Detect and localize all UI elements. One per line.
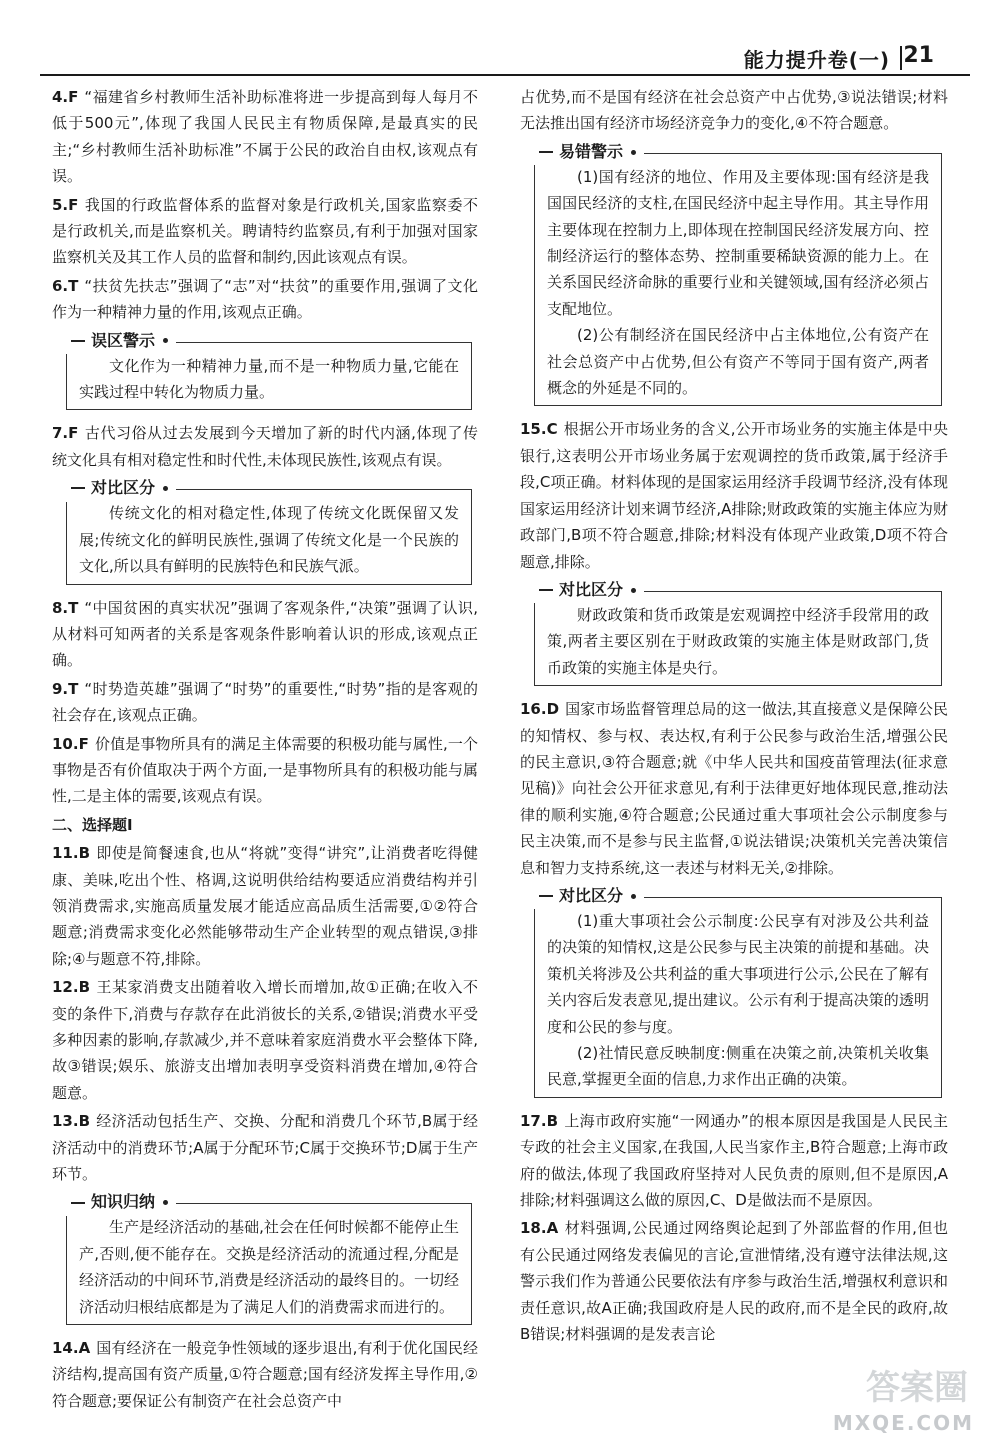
tip-box [66,330,472,411]
tip-box-tag: 误区警示 [63,328,176,354]
tip-box-text: (2)社情民意反映制度:侧重在决策之前,决策机关收集民意,掌握更全面的信息,力求作出正确的决策。 [547,1044,929,1089]
answer-item: 5.F 我国的行政监督体系的监督对象是行政机关,国家监察委不是行政机关,而是监察机关。聘请特约监察员,有利于加强对国家监察机关及其工作人员的监督和制约,因此该观点有误。 [52,195,478,267]
answer-item: 10.F 价值是事物所具有的满足主体需要的积极功能与属性,一个事物是否有价值取决于两个方面,一是事物所具有的积极功能与属性,二是主体的需要,该观点有误。 [52,734,478,806]
answer-item: 16.D 国家市场监督管理总局的这一做法,其直接意义是保障公民的知情权、参与权、表达权,有利于公民参与政治生活,增强公民的民主意识,③符合题意;就《中华人民共和国疫苗管理法(征求意见稿)》向社会公开征求意见,有利于法律更好地体现民意,推动法律的顺利实施,④符合题意;公民通过重大事项社会公示制度参与民主决策,而不是参与民主监督,①说法错误;决策机关完善决策信息和智力支持系统,这一表述与材料无关,②排除。 [520,700,948,877]
tip-box-text: 财政政策和货币政策是宏观调控中经济手段常用的政策,两者主要区别在于财政政策的实施主体是财政部门,货币政策的实施主体是央行。 [547,605,929,677]
header-rule [40,74,970,76]
page-header [0,40,1000,80]
page-number: 21 [903,43,934,68]
tip-box-text: (1)重大事项社会公示制度:公民享有对涉及公共利益的决策的知情权,这是公民参与民主决策的前提和基础。决策机关将涉及公共利益的重大事项进行公示,公民在了解有关内容后发表意见,提出建议。公示有利于提高决策的透明度和公民的参与度。 [547,911,929,1036]
tip-box [66,1192,472,1325]
tip-box-text: (2)公有制经济在国民经济中占主体地位,公有资产在社会总资产中占优势,但公有资产不等同于国有资产,两者概念的外延是不同的。 [547,326,929,398]
tip-box [534,885,942,1098]
tip-box-text: 传统文化的相对稳定性,体现了传统文化既保留又发展;传统文化的鲜明民族性,强调了传统文化是一个民族的文化,所以具有鲜明的民族特色和民族气派。 [79,504,459,576]
header-title: 能力提升卷(一) [743,48,890,72]
tip-box-text: (1)国有经济的地位、作用及主要体现:国有经济是我国国民经济的支柱,在国民经济中起主导作用。其主导作用主要体现在控制力上,即体现在控制国民经济发展方向、控制经济运行的整体态势、控制重要稀缺资源的能力上。在关系国民经济命脉的重要行业和关键领域,国有经济必须占支配地位。 [547,167,929,318]
tip-box-tag: 对比区分 [531,577,644,603]
tip-box-text: 文化作为一种精神力量,而不是一种物质力量,它能在实践过程中转化为物质力量。 [79,356,459,402]
tip-box-tag: 对比区分 [63,475,176,501]
tip-box-text: 生产是经济活动的基础,社会在任何时候都不能停止生产,否则,便不能存在。交换是经济活动的流通过程,分配是经济活动的中间环节,消费是经济活动的最终目的。一切经济活动归根结底都是为了满足人们的消费需求而进行的。 [79,1218,459,1316]
section-heading: 二、选择题Ⅰ [52,815,133,834]
right-column [520,84,948,1349]
watermark [790,1361,980,1439]
answer-item: 15.C 根据公开市场业务的含义,公开市场业务的实施主体是中央银行,这表明公开市场业务属于宏观调控的货币政策,属于经济手段,C项正确。材料体现的是国家运用经济手段调节经济,没有体现国家运用经济计划来调节经济,A排除;财政政策的实施主体应为财政部门,B项不符合题意,排除;材料没有体现产业政策,D项不符合题意,排除。 [520,420,948,571]
watermark-logo: 答案圈 [866,1368,968,1408]
left-column [52,84,478,1416]
answer-item: 6.T “扶贫先扶志”强调了“志”对“扶贫”的重要作用,强调了文化作为一种精神力量的作用,该观点正确。 [52,276,478,322]
header-separator [900,46,902,70]
tip-box [534,579,942,686]
answer-item: 7.F 古代习俗从过去发展到今天增加了新的时代内涵,体现了传统文化具有相对稳定性和时代性,未体现民族性,该观点有误。 [52,424,478,469]
answer-item: 12.B 王某家消费支出随着收入增长而增加,故①正确;在收入不变的条件下,消费与存款存在此消彼长的关系,②错误;消费水平受多种因素的影响,存款减少,并不意味着家庭消费水平会整体下降,故③错误;娱乐、旅游支出增加表明享受资料消费在增加,④符合题意。 [52,978,478,1102]
tip-box [66,478,472,584]
answer-item: 4.F “福建省乡村教师生活补助标准将进一步提高到每人每月不低于500元”,体现了我国人民民主有物质保障,是最真实的民主;“乡村教师生活补助标准”不属于公民的政治自由权,该观点有误。 [52,88,478,186]
answer-item: 18.A 材料强调,公民通过网络舆论起到了外部监督的作用,但也有公民通过网络发表偏见的言论,宣泄情绪,没有遵守法律法规,这警示我们作为普通公民要依法有序参与政治生活,增强权利意识和责任意识,故A正确;我国政府是人民的政府,而不是全民的政府,故B错误;材料强调的是发表言论 [520,1219,948,1344]
answer-item: 9.T “时势造英雄”强调了“时势”的重要性,“时势”指的是客观的社会存在,该观点正确。 [52,679,478,725]
tip-box-tag: 对比区分 [531,883,644,909]
answer-item: 8.T “中国贫困的真实状况”强调了客观条件,“决策”强调了认识,从材料可知两者的关系是客观条件影响着认识的形成,该观点正确。 [52,598,478,670]
answer-item: 17.B 上海市政府实施“一网通办”的根本原因是我国是人民民主专政的社会主义国家,在我国,人民当家作主,B符合题意;上海市政府的做法,体现了我国政府坚持对人民负责的原则,但不是原因,A排除;材料强调这么做的原因,C、D是做法而不是原因。 [520,1111,948,1210]
answer-item: 13.B 经济活动包括生产、交换、分配和消费几个环节,B属于经济活动中的消费环节;A属于分配环节;C属于交换环节;D属于生产环节。 [52,1112,478,1184]
answer-continuation: 占优势,而不是国有经济在社会总资产中占优势,③说法错误;材料无法推出国有经济市场经济竞争力的变化,④不符合题意。 [520,88,948,133]
tip-box-tag: 易错警示 [531,139,644,165]
tip-box-tag: 知识归纳 [63,1189,176,1215]
tip-box [534,141,942,407]
answer-item: 11.B 即使是简餐速食,也从“将就”变得“讲究”,让消费者吃得健康、美味,吃出个性、格调,这说明供给结构要适应消费结构并引领消费需求,实施高质量发展才能适应高品质生活需要,①②符合题意;消费需求变化必然能够带动生产企业转型的观点错误,③排除;④与题意不符,排除。 [52,844,478,968]
answer-item: 14.A 国有经济在一般竞争性领域的逐步退出,有利于优化国民经济结构,提高国有资产质量,①符合题意;国有经济发挥主导作用,②符合题意;要保证公有制资产在社会总资产中 [52,1339,478,1410]
watermark-url: MXQE.COM [832,1411,974,1435]
